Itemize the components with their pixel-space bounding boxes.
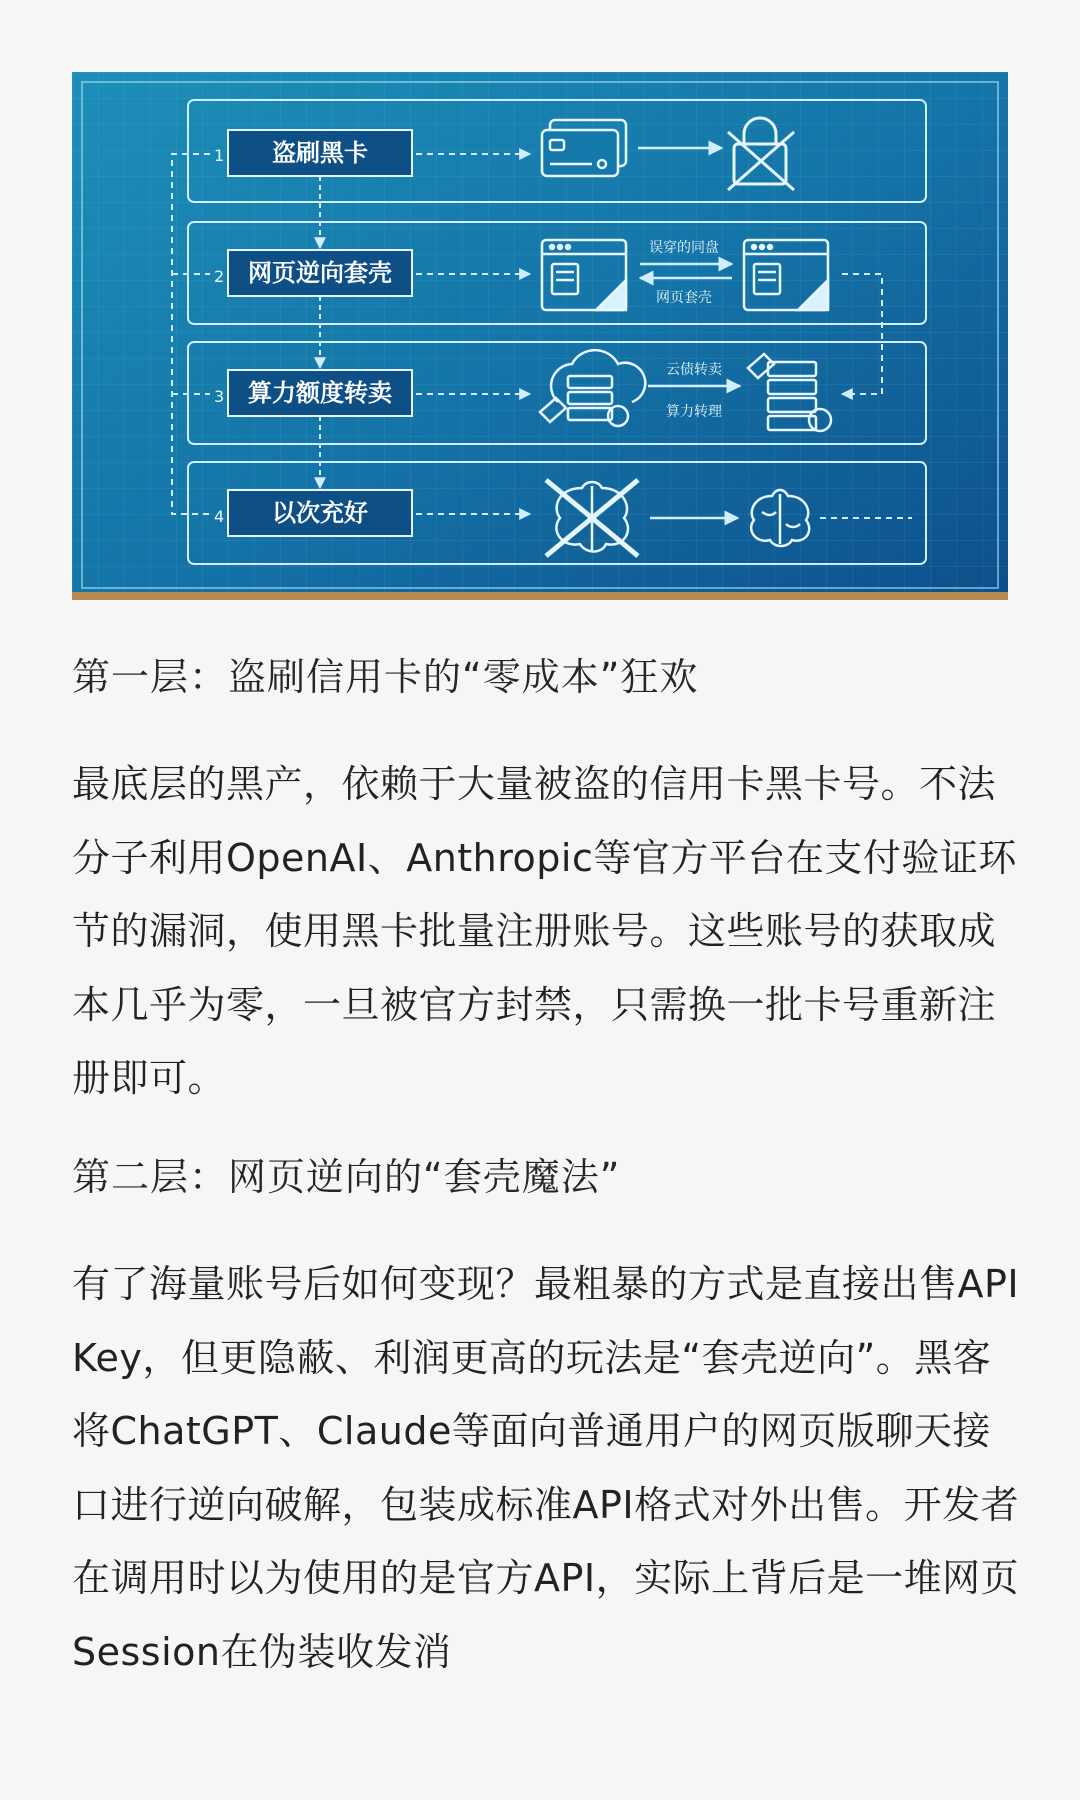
flow-diagram-svg: [72, 72, 1008, 600]
row-3-arrow-top-label: 云债转卖: [666, 362, 722, 378]
step-1: [214, 130, 412, 176]
step-4: [214, 490, 412, 536]
row-2-arrow-top-label: 误穿的同盘: [649, 240, 719, 256]
section-1-paragraph: 最底层的黑产，依赖于大量被盗的信用卡黑卡号。不法分子利用OpenAI、Anthropic等官方平台在支付验证环节的漏洞，使用黑卡批量注册账号。这些账号的获取成本几乎为零，一旦被官方封禁，只需换一批卡号重新注册即可。: [72, 762, 1017, 1100]
step-2-label: 网页逆向套壳: [248, 259, 392, 287]
step-2: [214, 250, 412, 296]
step-3-label: 算力额度转卖: [248, 379, 392, 407]
step-3-number: 3: [214, 387, 225, 406]
step-4-number: 4: [214, 507, 225, 526]
row-2-arrow-bottom-label: 网页套壳: [656, 290, 712, 306]
section-2-paragraph: 有了海量账号后如何变现？最粗暴的方式是直接出售API Key，但更隐蔽、利润更高的玩法是“套壳逆向”。黑客将ChatGPT、Claude等面向普通用户的网页版聊天接口进行逆向破解，包装成标准API格式对外出售。开发者在调用时以为使用的是官方API，实际上背后是一堆网页Session在伪装收发消: [72, 1262, 1020, 1674]
diagram-bottom-bar: [72, 592, 1008, 600]
step-1-number: 1: [214, 146, 225, 165]
step-3: [214, 370, 412, 416]
section-1-heading: 第一层：盗刷信用卡的“零成本”狂欢: [72, 655, 699, 699]
section-2-heading: 第二层：网页逆向的“套壳魔法”: [72, 1155, 621, 1199]
flow-diagram-illustration: [72, 72, 1008, 600]
row-3-arrow-bottom-label: 算力转理: [666, 404, 722, 420]
crossed-brain-icon: [546, 480, 638, 556]
step-2-number: 2: [214, 267, 225, 286]
step-4-label: 以次充好: [272, 499, 368, 527]
step-1-label: 盗刷黑卡: [272, 139, 368, 167]
